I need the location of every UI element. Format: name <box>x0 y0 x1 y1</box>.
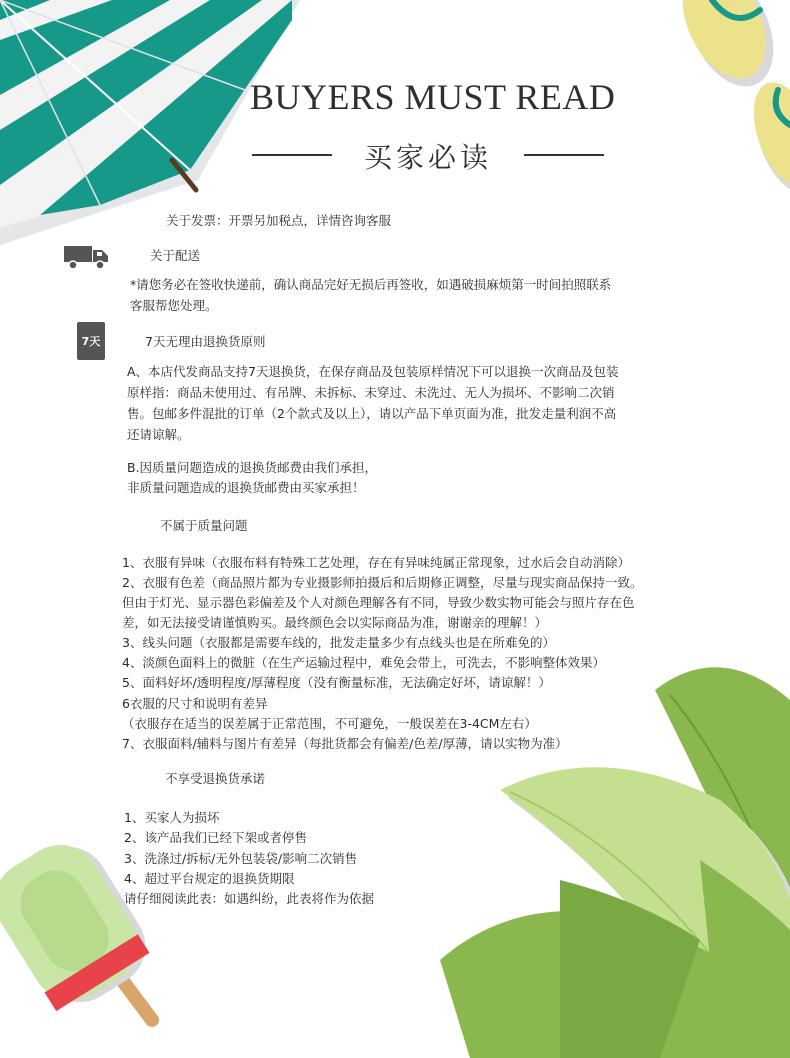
delivery-line-1: *请您务必在签收快递前，确认商品完好无损后再签收，如遇破损麻烦第一时间拍照联系 <box>130 277 612 292</box>
invoice-text: 关于发票：开票另加税点，详情咨询客服 <box>166 213 392 228</box>
page-subtitle: 买家必读 <box>363 141 492 174</box>
not-quality-item: 但由于灯光、显示器色彩偏差及个人对颜色理解各有不同，导致少数实物可能会与照片存在色 <box>122 595 635 610</box>
no-return-heading: 不享受退换货承诺 <box>165 771 266 786</box>
returns-para-a-line-3: 售。包邮多件混批的订单（2个款式及以上），请以产品下单页面为准，批发走量利润不高 <box>127 406 617 421</box>
returns-heading: 7天无理由退换货原则 <box>145 334 266 349</box>
delivery-line-2: 客服帮您处理。 <box>130 298 218 313</box>
returns-para-b-line-2: 非质量问题造成的退换货邮费由买家承担！ <box>127 480 365 495</box>
no-return-item: 2、该产品我们已经下架或者停售 <box>124 830 307 845</box>
seven-day-calendar-icon <box>77 322 105 360</box>
returns-para-a-line-1: A、本店代发商品支持7天退换货，在保存商品及包装原样情况下可以退换一次商品及包装 <box>127 364 619 379</box>
not-quality-item: 5、面料好坏/透明程度/厚薄程度（没有衡量标准，无法确定好坏，请谅解！） <box>122 675 551 690</box>
not-quality-item: 3、线头问题（衣服都是需要车线的，批发走量多少有点线头也是在所难免的） <box>122 635 555 650</box>
not-quality-item: 2、衣服有色差（商品照片都为专业摄影师拍摄后和后期修正调整，尽量与现实商品保持一致。 <box>122 575 643 590</box>
not-quality-item: （衣服存在适当的误差属于正常范围，不可避免，一般误差在3-4CM左右） <box>122 716 537 731</box>
no-return-item: 3、洗涤过/拆标/无外包装袋/影响二次销售 <box>124 851 358 866</box>
page-title: BUYERS MUST READ <box>250 77 616 117</box>
returns-para-b-line-1: B.因质量问题造成的退换货邮费由我们承担， <box>127 460 378 475</box>
no-return-item: 1、买家人为损坏 <box>124 810 220 825</box>
not-quality-item: 差，如无法接受请谨慎购买。最终颜色会以实际商品为准，谢谢亲的理解！） <box>122 615 548 630</box>
not-quality-heading: 不属于质量问题 <box>160 518 248 533</box>
delivery-heading: 关于配送 <box>150 248 201 263</box>
subtitle-divider-right <box>524 154 604 156</box>
not-quality-item: 1、衣服有异味（衣服布料有特殊工艺处理，存在有异味纯属正常现象，过水后会自动消除） <box>122 555 630 570</box>
delivery-truck-icon <box>64 244 110 270</box>
returns-para-a-line-2: 原样指：商品未使用过、有吊牌、未拆标、未穿过、未洗过、无人为损坏、不影响二次销 <box>127 385 615 400</box>
no-return-item: 4、超过平台规定的退换货期限 <box>124 871 295 886</box>
not-quality-item: 6衣服的尺寸和说明有差异 <box>122 696 268 711</box>
beach-umbrella-illustration <box>0 0 300 245</box>
not-quality-item: 7、衣服面料/辅料与图片有差异（每批货都会有偏差/色差/厚薄，请以实物为准） <box>122 736 568 751</box>
subtitle-divider-left <box>252 154 332 156</box>
not-quality-item: 4、淡颜色面料上的微脏（在生产运输过程中，难免会带上，可洗去，不影响整体效果） <box>122 655 605 670</box>
returns-para-a-line-4: 还请谅解。 <box>127 427 190 442</box>
subtitle-row <box>252 136 604 176</box>
seven-day-badge-text: 7天 <box>81 335 101 348</box>
no-return-footer: 请仔细阅读此表：如遇纠纷，此表将作为依据 <box>124 891 375 906</box>
flip-flop-illustration <box>666 0 790 203</box>
